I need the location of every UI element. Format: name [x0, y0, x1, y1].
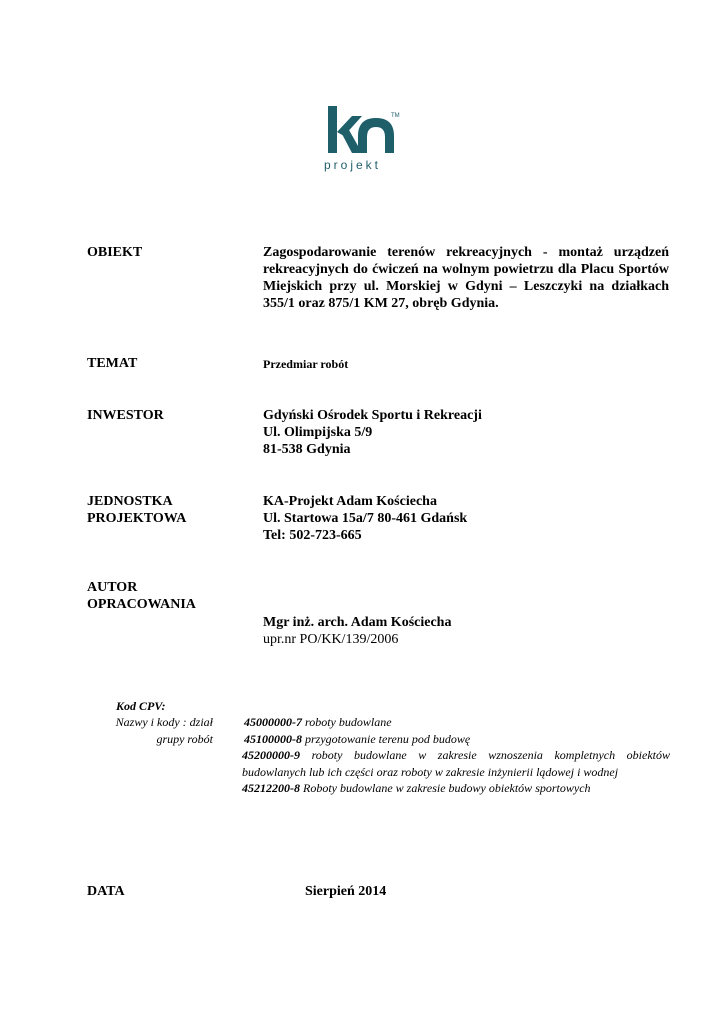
- autor-label-line: AUTOR: [87, 580, 138, 595]
- data-value: Sierpień 2014: [305, 884, 387, 899]
- autor-label: [87, 579, 196, 613]
- jednostka-label: [87, 493, 186, 527]
- cpv-code: 45212200-8: [242, 781, 300, 795]
- logo-subtitle: projekt: [324, 158, 382, 172]
- cpv-entry: [244, 714, 392, 731]
- inwestor-block: [263, 407, 482, 458]
- cpv-desc: przygotowanie terenu pod budowę: [305, 732, 471, 746]
- inwestor-label: INWESTOR: [87, 408, 164, 423]
- temat-text: Przedmiar robót: [263, 357, 349, 371]
- cpv-sub-line: Nazwy i kody : dział: [115, 715, 213, 729]
- cpv-sub-line: grupy robót: [156, 732, 213, 746]
- cpv-entry: [242, 780, 591, 797]
- cpv-desc: Roboty budowlane w zakresie budowy obiektów sportowych: [303, 781, 591, 795]
- jednostka-line: KA-Projekt Adam Kościecha: [263, 494, 437, 509]
- temat-label: TEMAT: [87, 356, 138, 371]
- cpv-desc: roboty budowlane w zakresie wznoszenia kompletnych obiektów budowlanych lub ich części oraz roboty w zakresie inżynierii lądowej i wodnej: [242, 748, 670, 779]
- jednostka-line: Ul. Startowa 15a/7 80-461 Gdańsk: [263, 511, 468, 526]
- cpv-code: 45100000-8: [244, 732, 302, 746]
- cpv-entry: [244, 731, 470, 748]
- jednostka-line: Tel: 502-723-665: [263, 528, 362, 543]
- inwestor-line: Gdyński Ośrodek Sportu i Rekreacji: [263, 408, 482, 423]
- inwestor-line: Ul. Olimpijska 5/9: [263, 425, 373, 440]
- autor-name: Mgr inż. arch. Adam Kościecha: [263, 615, 452, 630]
- obiekt-label: OBIEKT: [87, 245, 143, 260]
- jednostka-block: [263, 493, 467, 544]
- obiekt-text: Zagospodarowanie terenów rekreacyjnych - montaż urządzeń rekreacyjnych do ćwiczeń na wolnym powietrzu dla Placu Sportów Miejskich przy ul. Morskiej w Gdyni – Leszczyki na działkach 355/1 oraz 875/1 KM 27, obręb Gdynia.: [263, 245, 669, 311]
- jednostka-label-line: PROJEKTOWA: [87, 511, 187, 526]
- cpv-heading: Kod CPV:: [116, 699, 166, 713]
- cpv-entry: [242, 747, 670, 781]
- autor-label-line: OPRACOWANIA: [87, 597, 196, 612]
- ka-projekt-logo: [318, 100, 408, 178]
- inwestor-line: 81-538 Gdynia: [263, 442, 351, 457]
- cpv-code: 45000000-7: [244, 715, 302, 729]
- autor-upr: upr.nr PO/KK/139/2006: [263, 632, 399, 647]
- jednostka-label-line: JEDNOSTKA: [87, 494, 173, 509]
- data-label: DATA: [87, 884, 125, 899]
- cpv-code: 45200000-9: [242, 748, 300, 762]
- cpv-desc: roboty budowlane: [305, 715, 392, 729]
- trademark-mark: TM: [391, 113, 400, 119]
